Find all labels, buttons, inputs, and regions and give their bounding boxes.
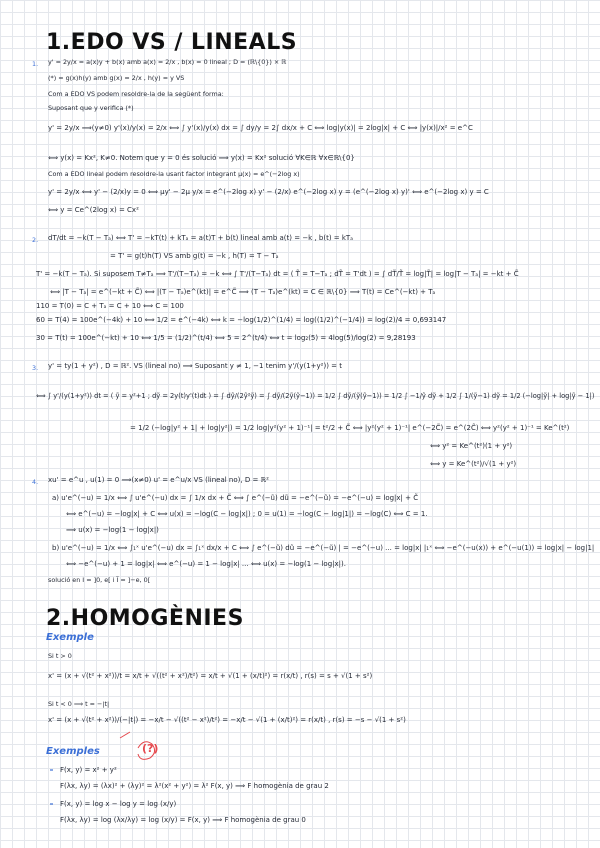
hom-ex-line-1: Si t > 0: [48, 652, 72, 660]
item4-line-7: solució en I = ]0, e[ i Ĩ = ]−e, 0[: [48, 576, 151, 584]
item2-line-6: 60 = T(4) = 100e^(−4k) + 10 ⟺ 1/2 = e^(−4k) ⟺ k = −log(1/2)^(1/4) = log((1/2)^(−1/4)) = log(2)/4 = 0,693147: [36, 316, 447, 324]
section-title-homogenies: 2.HOMOGÈNIES: [46, 606, 244, 631]
item1-eq-2: ⟺ y(x) = Kx², K≠0. Notem que y = 0 és solució ⟹ y(x) = Kx² solució ∀K∈ℝ ∀x∈ℝ\{0}: [48, 154, 355, 162]
item4-line-5: b) u'e^(−u) = 1/x ⟺ ∫₁ˣ u'e^(−u) dx = ∫₁ˣ dx/x + C ⟺ ∫ e^(−ũ) dũ = −e^(−ũ) | = −e^(−u) ... = log|x| |₁ˣ ⟺ −e^(−u(x)) + e^(−u(1)) = log|x| − log|1|: [52, 544, 595, 552]
hom-ex-line-4: x' = (x + √(t² + x²))/(−|t|) = −x/t − √((t² − x²)/t²) = −x/t − √(1 + (x/t)²) = r(x/t) , r(s) = −s − √(1 + s²): [48, 716, 406, 724]
subheading-exemple: Exemple: [46, 632, 94, 643]
item4-line-6: ⟺ −e^(−u) + 1 = log|x| ⟺ e^(−u) = 1 − log|x| ... ⟺ u(x) = −log(1 − log|x|).: [66, 560, 346, 568]
item2-line-2: = T' = g(t)h(T) VS amb g(t) = −k , h(T) = T − Tₐ: [110, 252, 279, 260]
item2-line-7: 30 = T(t) = 100e^(−kt) + 10 ⟺ 1/5 = (1/2)^(t/4) ⟺ 5 = 2^(t/4) ⟺ t = log₂(5) = 4log(5)/log(2) = 9,28193: [36, 334, 416, 342]
item-number-2: 2.: [32, 236, 39, 244]
hom-exs-line-2: F(λx, λy) = (λx)² + (λy)² = λ²(x² + y²) = λ² F(x, y) ⟹ F homogènia de grau 2: [60, 782, 329, 790]
hom-exs-line-4: F(λx, λy) = log (λx/λy) = log (x/y) = F(x, y) ⟹ F homogènia de grau 0: [60, 816, 306, 824]
item3-line-1: y' = ty(1 + y²) , D = ℝ². VS (lineal no) ⟹ Suposant y ≠ 1, −1 tenim y'/(y(1+y²)) = t: [48, 362, 342, 370]
hom-ex-line-3: Si t < 0 ⟹ t = −|t|: [48, 700, 110, 708]
item2-line-4: ⟺ |T − Tₐ| = e^(−kt + C̃) ⟺ |(T − Tₐ)e^(kt)| = e^C̃ ⟹ (T − Tₐ)e^(kt) = C ∈ ℝ\{0} ⟹ T(t) = Ce^(−kt) + Tₐ: [50, 288, 436, 296]
item3-line-5: ⟺ y = Ke^(t²)/√(1 + y²): [430, 460, 517, 468]
item1-line-3: Com a EDO VS podem resoldre-la de la següent forma:: [48, 90, 224, 98]
hom-exs-line-3: F(x, y) = log x − log y = log (x/y): [60, 800, 177, 808]
item2-line-1: dT/dt = −k(T − Tₐ) ⟺ T' = −kT(t) + kTₐ = a(t)T + b(t) lineal amb a(t) = −k , b(t) = kTₐ: [48, 234, 353, 242]
item4-line-3: ⟺ e^(−u) = −log|x| + C ⟺ u(x) = −log(C − log|x|) ; 0 = u(1) = −log(C − log|1|) = −log(C) ⟺ C = 1.: [66, 510, 428, 518]
item2-line-5: 110 = T(0) = C + Tₐ = C + 10 ⟺ C = 100: [36, 302, 184, 310]
item2-line-3: T' = −k(T − Tₐ). Si suposem T≠Tₐ ⟹ T'/(T−Tₐ) = −k ⟺ ∫ T'/(T−Tₐ) dt = ( T̃ = T−Tₐ ; dT̃ = T'dt ) = ∫ dT̃/T̃ = log|T̃| = log|T − Tₐ| = −kt + C̃: [36, 270, 519, 278]
subheading-exemples: Exemples: [46, 746, 100, 757]
hom-exs-line-1: F(x, y) = x² + y²: [60, 766, 117, 774]
item1-line-1: y' = 2y/x = a(x)y + b(x) amb a(x) = 2/x , b(x) = 0 lineal ; D = (ℝ\{0}) × ℝ: [48, 58, 287, 66]
section-title-edo: 1.EDO VS / LINEALS: [46, 30, 298, 55]
annotation-arrow-mark: [120, 732, 130, 738]
item-number-1: 1.: [32, 60, 39, 68]
item1-line-2: (*) = g(x)h(y) amb g(x) = 2/x , h(y) = y VS: [48, 74, 185, 82]
annotation-circle-mark: [138, 742, 155, 760]
item1-eq-1: y' = 2y/x ⟹(y≠0) y'(x)/y(x) = 2/x ⟺ ∫ y'(x)/y(x) dx = ∫ dy/y = 2∫ dx/x + C ⟺ log|y(x)| = 2log|x| + C ⟺ |y(x)|/x² = e^C: [48, 124, 473, 132]
item4-line-4: ⟹ u(x) = −log(1 − log|x|): [66, 526, 159, 534]
item4-line-2: a) u'e^(−u) = 1/x ⟺ ∫ u'e^(−u) dx = ∫ 1/x dx + C̃ ⟺ ∫ e^(−ũ) dũ = −e^(−ũ) = −e^(−u) = log|x| + C̃: [52, 494, 419, 502]
item1-eq-4: ⟺ y = Ce^(2log x) = Cx²: [48, 206, 139, 214]
item4-line-1: xu' = e^u , u(1) = 0 ⟹(x≠0) u' = e^u/x VS (lineal no), D = ℝ²: [48, 476, 269, 484]
item3-line-2: ⟺ ∫ y'/(y(1+y²)) dt = ( ỹ = y²+1 ; dỹ = 2y(t)y'(t)dt ) = ∫ dỹ/(2ỹ²ỹ) = ∫ dỹ/(2ỹ(ỹ−1)) = 1/2 ∫ dỹ/(ỹ(ỹ−1)) = 1/2 ∫ −1/ỹ dỹ + 1/2 ∫ 1/(ỹ−1) dỹ = 1/2 (−log|ỹ| + log|ỹ − 1|): [36, 392, 595, 400]
item1-line-7: Com a EDO lineal podem resoldre-la usant factor integrant μ(x) = e^(−2log x): [48, 170, 300, 178]
item3-line-3: = 1/2 (−log|y² + 1| + log|y²|) = 1/2 log|y²(y² + 1)⁻¹| = t²/2 + C̃ ⟺ |y²(y² + 1)⁻¹| e^(−2C̃) = e^(2C̃) ⟺ y²(y² + 1)⁻¹ = Ke^(t²): [130, 424, 570, 432]
item3-line-4: ⟺ y² = Ke^(t²)(1 + y²): [430, 442, 513, 450]
item1-eq-3: y' = 2y/x ⟺ y' − (2/x)y = 0 ⟺ μy' − 2μ y/x = e^(−2log x) y' − (2/x) e^(−2log x) y = (e^(−2log x) y)' ⟺ e^(−2log x) y = C: [48, 188, 489, 196]
item-number-3: 3.: [32, 364, 39, 372]
item1-line-4: Suposant que y verifica (*): [48, 104, 134, 112]
annotation-question: (?): [142, 742, 159, 755]
hom-ex-line-2: x' = (x + √(t² + x²))/t = x/t + √((t² + x²)/t²) = x/t + √(1 + (x/t)²) = r(x/t) , r(s) = s + √(1 + s²): [48, 672, 373, 680]
item-number-4: 4.: [32, 478, 39, 486]
